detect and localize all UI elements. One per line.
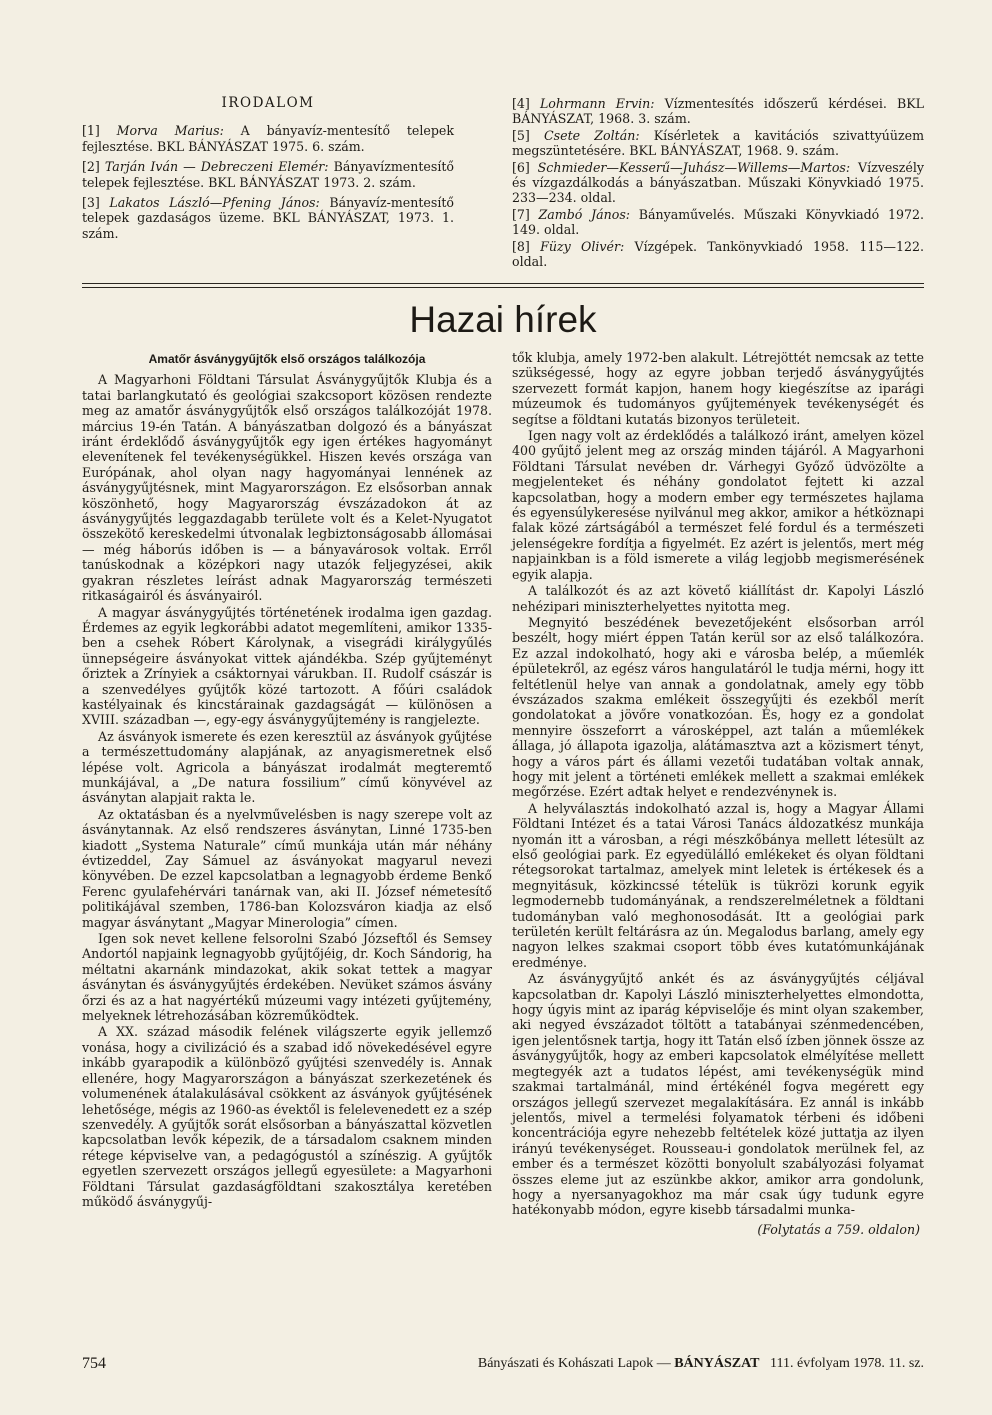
references-left-column — [82, 96, 454, 246]
article-paragraph: A Magyarhoni Földtani Társulat Ásványgyűjtők Klubja és a tatai barlangkutató és geológiai szakcsoport közösen rendezte meg az amatőr ásványgyűjtők első országos találkozóját 1978. március 19-én Tatán. A bányászatban dolgozó és a bányászat iránt érdeklődő ásványgyűjtők egy igen értékes hagyományt elevenítenek fel tevékenységükkel. Hiszen kevés országa van Európának, ahol olyan nagy hagyományai lennének az ásványgyűjtésnek, mint Magyarországon. Ez elsősorban annak köszönhető, hogy Magyarország évszázadokon át az ásványgyűjtés leggazdagabb területe volt és a Kelet-Nyugatot összekötő kereskedelmi útvonalak legbiztonságosabb állomásai — még háborús időben is — a bányavárosok voltak. Erről tanúskodnak a középkori nagy utazók feljegyzései, akik gyakran részletes leírást adnak Magyarország természeti ritkaságairól és ásványairól. — [82, 372, 492, 604]
journal-issue: 111. évfolyam 1978. 11. sz. — [770, 1356, 924, 1371]
references-title: IRODALOM — [221, 95, 315, 111]
reference-text: Vízgépek. Tankönyvkiadó 1958. 115—122. oldal. — [512, 238, 924, 270]
article-title: Amatőr ásványgyűjtők első országos találkozója — [148, 352, 426, 366]
references-right-list — [512, 96, 924, 269]
reference-number: [4] — [512, 96, 540, 111]
journal-prefix: Bányászati és Kohászati Lapok — — [477, 1356, 671, 1371]
section-title: Hazai hírek — [409, 299, 597, 340]
article-paragraph: A helyválasztás indokolható azzal is, hogy a Magyar Állami Földtani Intézet és a tatai Városi Tanács áldozatkész munkája nyomán itt a városban, a régi mészkőbánya mellett létesült az első geológiai park. Ez egyedülálló emlékeket és olyan földtani rétegsorokat tartalmaz, amelyek mint leletek is értékesek és a megnyitásuk, közkincssé tételük is tükrözi korunk egyik legmodernebb tudományának, a rendszerelméletnek a földtani tudományban való meghonosodását. Itt a geológiai park területén került feltárásra az ún. Megalodus barlang, amely egy nagyon lelkes szakmai csoport több éves kutatómunkájának eredménye. — [512, 800, 924, 970]
reference-text: Bányavíz-mentesítő telepek gazdaságos üzeme. BKL BÁNYÁSZAT, 1973. 1. szám. — [82, 195, 454, 241]
reference-author: Csete Zoltán: — [544, 127, 654, 143]
reference-author: Zambó János: — [538, 206, 639, 222]
reference-item — [512, 239, 924, 270]
journal-name: BÁNYÁSZAT — [674, 1356, 760, 1371]
reference-item — [82, 159, 454, 190]
journal-info — [478, 1354, 924, 1374]
page-number: 754 — [82, 1355, 106, 1372]
reference-number: [7] — [512, 206, 539, 222]
reference-author: Schmieder—Kesserű—Juhász—Willems—Martos: — [537, 159, 858, 175]
article-paragraph: A XX. század második felének világszerte egyik jellemző vonása, hogy a civilizáció és a szabad idő növekedésével egyre inkább gyarapodik a különböző gyűjtési szenvedély is. Annak ellenére, hogy Magyarországon a bányászat szerkezetének és volumenének átalakulásával csökkent az ásványok gyűjtésének lehetősége, mégis az 1960-as évektől is felelevenedett ez a szép szenvedély. A gyűjtők sorát elsősorban a bányászattal közvetlen kapcsolatban levők képezik, de a társadalom csaknem minden rétege képviselve van, a pedagógustól a színészig. A gyűjtők egyetlen szervezett országos jellegű egyesülete: a Magyarhoni Földtani Társulat gazdaságföldtani szakosztálya keretében működő ásványgyűj- — [82, 1024, 492, 1209]
article-paragraph: Igen sok nevet kellene felsorolni Szabó Józseftől és Semsey Andortól napjaink legnagyobb gyűjtőjéig, dr. Koch Sándorig, ha méltatni akarnánk mindazokat, akik sokat tettek a magyar ásványtan és ásványgyűjtés érdekében. Nevüket számos ásvány őrzi és az a hat nagyértékű múzeumi vagy intézeti gyűjtemény, melyeknek létrehozásában közreműködtek. — [82, 931, 492, 1024]
reference-item — [512, 207, 924, 238]
reference-author: Füzy Olivér: — [540, 238, 635, 254]
reference-text: Kísérletek a kavitációs szivattyúüzem megszüntetésére. BKL BÁNYÁSZAT, 1968. 9. szám. — [512, 127, 925, 159]
article-paragraph: A magyar ásványgyűjtés történetének irodalma igen gazdag. Érdemes az egyik legkorábbi adatot megemlíteni, amikor 1335-ben a csehek Róbert Károlynak, a visegrádi királygyűlés ünnepségeire ásványokat vittek ajándékba. Szép gyűjteményt őriztek a Zrínyiek a csáktornyai várukban. II. Rudolf császár is a szenvedélyes gyűjtők közé tartozott. A főúri családok kastélyainak és kincstárainak gazdagságát — különösen a XVIII. században —, egy-egy ásványgyűjtemény is rangjelezte. — [82, 604, 492, 728]
references-left-list — [82, 123, 454, 241]
reference-author: Tarján Iván — Debreczeni Elemér: — [104, 159, 334, 175]
section-divider-top — [82, 283, 924, 284]
article-paragraph: Igen nagy volt az érdeklődés a találkozó iránt, amelyen közel 400 gyűjtő jelent meg az ország minden tájáról. A Magyarhoni Földtani Társulat nevében dr. Várhegyi Győző üdvözölte a megjelenteket és néhány gondolatot fejtett ki azzal kapcsolatban, hogy a modern ember egy természetes hajlama és egyensúlykeresése nyilvánul meg akkor, amikor a hétköznapi falak közé zártságából a természet felé fordul és a természeti jelenségekre fordítja a figyelmét. Ez azért is jelentős, mert még napjainkban is a föld ismerete a világ legjobb megismerésének egyik alapja. — [512, 428, 924, 582]
reference-item — [512, 128, 924, 159]
reference-text: Bányavízmentesítő telepek fejlesztése. BKL BÁNYÁSZAT 1973. 2. szám. — [82, 159, 454, 190]
article-paragraph: A találkozót és az azt követő kiállítást dr. Kapolyi László nehézipari miniszterhelyettes nyitotta meg. — [512, 583, 924, 614]
reference-number: [8] — [512, 238, 541, 254]
references-right-column — [512, 96, 924, 270]
reference-item — [512, 160, 924, 206]
article-paragraph: Megnyitó beszédének bevezetőjeként elsősorban arról beszélt, hogy miért éppen Tatán kerül sor az első találkozóra. Ez azzal indokolható, hogy aki e városba belép, a műemlék épületekről, az egész város hangulatáról le tudja mérni, hogy itt feltétlenül helye van annak a gondolatnak, amely egy több évszázados szakma emlékeit összegyűjti és ezekből merít gondolatokat a jövőre vonatkozóan. És, hogy ez a gondolat mennyire összeforrt a városképpel, azt talán a műemlékek állaga, jó állapota igazolja, alátámasztva azt a közismert tényt, hogy a város párt és állami vezetői tudatában voltak annak, hogy mit jelent a történeti emlékek mellett a szakmai emlékek megőrzése. Ezért adtak helyet e rendezvénynek is. — [512, 614, 924, 800]
article-paragraph: Az oktatásban és a nyelvművelésben is nagy szerepe volt az ásványtannak. Az első rendszeres ásványtan, Linné 1735-ben kiadott „Systema Naturale” című munkája után már néhány évtizeddel, Zay Sámuel az ásványokat magyarul nevezi könyvében. De ezzel kapcsolatban a legnagyobb érdeme Benkő Ferenc gyulafehérvári tanárnak van, aki II. József németesítő politikájával szemben, 1786-ban Kolozsváron kiadja az első magyar ásványtant „Magyar Minerologia” címen. — [82, 806, 492, 930]
article-paragraph: Az ásványgyűjtő ankét és az ásványgyűjtés céljával kapcsolatban dr. Kapolyi László miniszterhelyettes elmondotta, hogy úgyis mint az iparág képviselője és mint olyan szakember, aki negyed évszázadot töltött a tatabányai szénmedencében, igen jelentősnek tartja, hogy itt Tatán első ízben jönnek össze az ásványgyűjtők, hogy az emberi kapcsolatok elmélyítése mellett megtegyék azt a tudatos lépést, ami tevékenységük mind szakmai tartalmánál, mind értékénél fogva megérett egy országos jellegű szervezet megalakítására. Ez annál is inkább jelentős, mivel a termelési folyamatok térbeni és időbeni koncentrációja egyre nehezebb feltételek közé juttatja az ilyen irányú tevékenységet. Rousseau-i gondolatok merülnek fel, az ember és a természet közötti bonyolult szabályozási folyamat összes eleme jut az eszünkbe akkor, amikor arra gondolunk, hogy a nyersanyagokhoz ma már csak úgy tudunk egyre hatékonyabb módon, egyre kisebb társadalmi munka- — [512, 971, 924, 1218]
article-right-text — [512, 350, 924, 1218]
reference-number: [6] — [512, 159, 538, 175]
article-left-column — [82, 352, 492, 1210]
reference-number: [3] — [82, 195, 110, 211]
reference-item — [82, 123, 454, 154]
section-divider-bottom — [82, 287, 924, 288]
article-paragraph: Az ásványok ismerete és ezen keresztül az ásványok gyűjtése a természettudomány alapjának, az anyagismeretnek első lépése volt. Agricola a bányászat irodalmát megteremtő munkájával, a „De natura fossilium” című könyvével az ásványtan alapjait rakta le. — [82, 728, 492, 806]
article-left-text — [82, 372, 492, 1209]
reference-text: Bányaművelés. Műszaki Könyvkiadó 1972. 149. oldal. — [512, 206, 925, 238]
reference-text: A bányavíz-mentesítő telepek fejlesztése. BKL BÁNYÁSZAT 1975. 6. szám. — [82, 123, 455, 154]
reference-number: [2] — [82, 159, 105, 175]
reference-author: Lakatos László—Pfening János: — [109, 195, 330, 211]
reference-text: Vízmentesítés időszerű kérdései. BKL BÁNYÁSZAT, 1968. 3. szám. — [512, 96, 925, 127]
continuation-note: (Folytatás a 759. oldalon) — [757, 1221, 920, 1237]
article-paragraph: tők klubja, amely 1972-ben alakult. Létrejöttét nemcsak az tette szükségessé, hogy az egyre jobban terjedő ásványgyűjtés szervezett formát kapjon, hanem hogy kiegészítse az iparági múzeumok és tudományos gyűjtemények tevékenységét és segítse a földtani kutatás bizonyos területeit. — [512, 350, 924, 427]
article-right-column — [512, 350, 924, 1237]
reference-number: [5] — [512, 127, 545, 143]
reference-item — [512, 96, 924, 127]
reference-text: Vízveszély és vízgazdálkodás a bányászatban. Műszaki Könyvkiadó 1975. 233—234. oldal. — [512, 159, 924, 206]
reference-number: [1] — [82, 123, 117, 139]
reference-author: Morva Marius: — [116, 123, 241, 139]
reference-item — [82, 195, 454, 241]
reference-author: Lohrmann Ervin: — [539, 96, 665, 111]
page-footer — [82, 1354, 924, 1374]
